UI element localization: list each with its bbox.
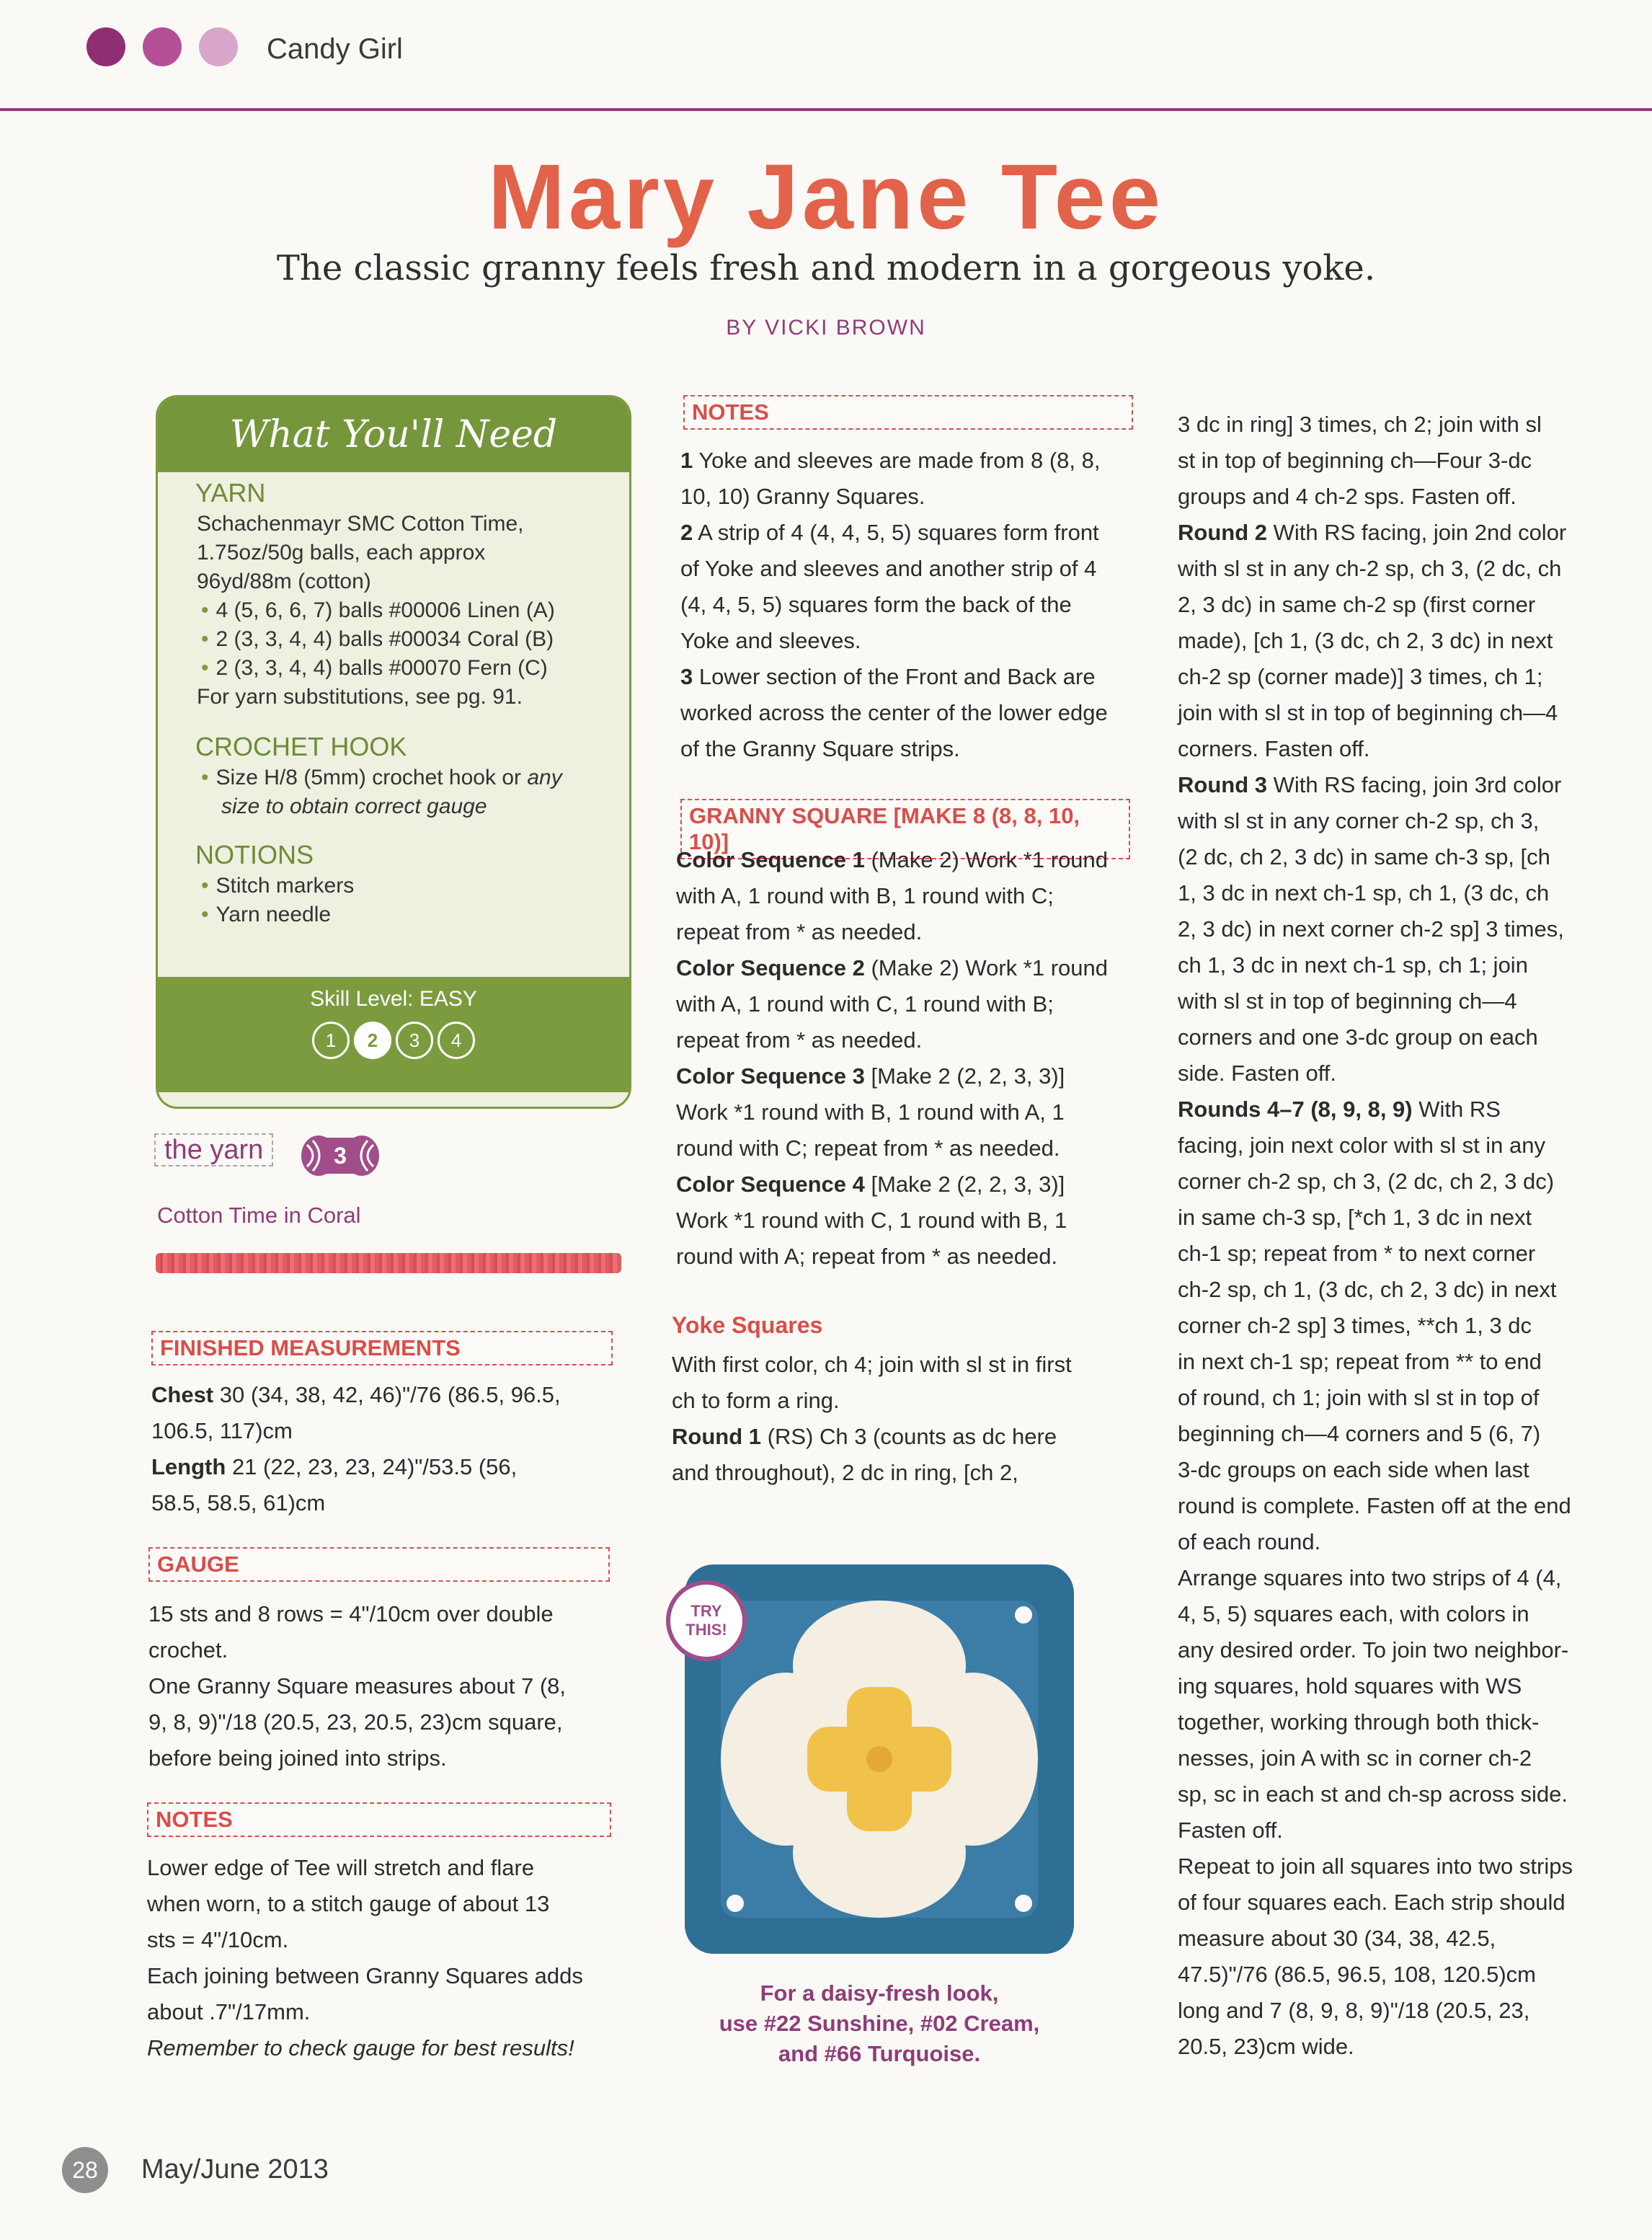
yarn-desc-1: Schachenmayr SMC Cotton Time, <box>197 512 524 536</box>
granny-square-text: Color Sequence 1 (Make 2) Work *1 round with A, 1 round with B, 1 round with C; repeat from * as needed. Color Sequence 2 (Make 2) Work *1 round with A, 1 round with C, 1 round with B; repeat from * as needed. Color Sequence 3 [Make 2 (2, 2, 3, 3)] Work *1 round with B, 1 round with A, 1 round with C; repeat from * as needed. Color Sequence 4 [Make 2 (2, 2, 3, 3)] Work *1 round with C, 1 round with B, 1 round with A; repeat from * as needed. <box>676 847 1108 1269</box>
photo-caption: For a daisy-fresh look, use #22 Sunshine, #02 Cream, and #66 Turquoise. <box>719 1980 1040 2066</box>
yarn-weight-icon <box>297 1132 383 1179</box>
notions-heading: NOTIONS <box>195 840 314 869</box>
yarn-swatch <box>156 1253 621 1273</box>
yarn-weight-number: 3 <box>334 1143 347 1169</box>
header-dot-3 <box>199 27 238 66</box>
skill-level-bar <box>158 977 629 1092</box>
gauge-heading: GAUGE <box>148 1547 610 1582</box>
skill-level-1: 1 <box>312 1022 350 1059</box>
hook-heading: CROCHET HOOK <box>195 732 407 761</box>
finished-measurements-heading: FINISHED MEASUREMENTS <box>151 1331 613 1365</box>
yoke-squares-heading: Yoke Squares <box>672 1312 823 1338</box>
right-column-text: 3 dc in ring] 3 times, ch 2; join with sl st in top of beginning ch—Four 3-dc groups and 4 ch-2 sps. Fasten off. Round 2 With RS facing, join 2nd color with sl st in any ch-2 sp, ch 3, (2 dc, ch 2, 3 dc) in same ch-2 sp (first corner made), [ch 1, (3 dc, ch 2, 3 dc) in next ch-2 sp (corner made)] 3 times, ch 1; join with sl st in top of beginning ch—4 corners. Fasten off. Round 3 With RS facing, join 3rd color with sl st in any corner ch-2 sp, ch 3, (2 dc, ch 2, 3 dc) in same ch-3 sp, [ch 1, 3 dc in next ch-1 sp, ch 1, (3 dc, ch 2, 3 dc) in next corner ch-2 sp] 3 times, ch 1, 3 dc in next ch-1 sp, ch 1; join with sl st in top of beginning ch—4 corners and one 3-dc group on each side. Fasten off. Rounds 4–7 (8, 9, 8, 9) With RS facing, join next color with sl st in any corner ch-2 sp, ch 3, (2 dc, ch 2, 3 dc) in same ch-3 sp, [*ch 1, 3 dc in next ch-1 sp; repeat from * to next corner ch-2 sp, ch 1, (3 dc, ch 2, 3 dc) in next corner ch-2 sp] 3 times, **ch 1, 3 dc in next ch-1 sp; repeat from ** to end of round, ch 1; join with sl st in top of beginning ch—4 corners and 5 (6, 7) 3-dc groups on each side when last round is complete. Fasten off at the end of each round. Arrange squares into two strips of 4 (4, 4, 5, 5) squares each, with colors in any desired order. To join two neighbor- ing squares, hold squares with WS together, working through both thick- nesses, join A with sc in corner ch-2 sp, sc in each st and ch-sp across side. Fasten off. Repeat to join all squares into two strips of four squares each. Each strip should measure about 30 (34, 38, 42.5, 47.5)"/76 (86.5, 96.5, 108, 120.5)cm long and 7 (8, 9, 8, 9)"/18 (20.5, 23, 20.5, 23)cm wide. <box>1178 412 1573 2059</box>
yarn-item-fern: 2 (3, 3, 4, 4) balls #00070 Fern (C) <box>216 656 548 680</box>
yoke-squares-text: With first color, ch 4; join with sl st in first ch to form a ring. Round 1 (RS) Ch 3 (counts as dc here and throughout), 2 dc in ring, [ch 2, <box>672 1352 1072 1485</box>
gauge-text: 15 sts and 8 rows = 4"/10cm over double crochet. One Granny Square measures about 7 (8, 9, 8, 9)"/18 (20.5, 23, 20.5, 23)cm square, before being joined into strips. <box>148 1601 566 1771</box>
skill-label: Skill Level: EASY <box>310 987 477 1011</box>
header-dot-1 <box>86 27 125 66</box>
yarn-desc-3: 96yd/88m (cotton) <box>197 570 371 593</box>
yarn-item-coral: 2 (3, 3, 4, 4) balls #00034 Coral (B) <box>216 627 554 651</box>
skill-level-4: 4 <box>438 1022 475 1059</box>
granny-square-heading: GRANNY SQUARE [MAKE 8 (8, 8, 10, 10)] <box>680 799 1130 859</box>
notion-yarn-needle: Yarn needle <box>216 903 332 926</box>
top-rule <box>0 108 1652 111</box>
hook-line-1: Size H/8 (5mm) crochet hook or <box>216 766 521 789</box>
notes-left-text: Lower edge of Tee will stretch and flare when worn, to a stitch gauge of about 13 sts = 4"/10cm. Each joining between Granny Squares adds about .7"/17mm. Remember to check gauge for best results! <box>147 1855 583 2060</box>
skill-level-3: 3 <box>396 1022 433 1059</box>
yarn-substitutions: For yarn substitutions, see pg. 91. <box>197 685 523 709</box>
the-yarn-label: the yarn <box>154 1135 273 1166</box>
skill-levels <box>158 1022 629 1059</box>
finished-measurements: Chest 30 (34, 38, 42, 46)"/76 (86.5, 96.5, 106.5, 117)cm Length 21 (22, 23, 23, 24)"/53.5 (56, 58.5, 58.5, 61)cm <box>151 1382 561 1515</box>
page-number: 28 <box>62 2147 108 2193</box>
hook-line-2: size to obtain correct gauge <box>221 794 487 818</box>
skill-level-2: 2 <box>354 1022 391 1059</box>
subtitle: The classic granny feels fresh and modern in a gorgeous yoke. <box>276 248 1376 288</box>
section-label: Candy Girl <box>267 33 403 65</box>
header-dot-2 <box>143 27 182 66</box>
what-youll-need-box: What You'll Need YARN Schachenmayr SMC Cotton Time, 1.75oz/50g balls, each approx 96yd/88m (cotton) • 4 (5, 6, 6, 7) balls #00006 Linen (A) • 2 (3, 3, 4, 4) balls #00034 Coral (B) • 2 (3, 3, 4, 4) balls #00070 Fern (C) For yarn substitutions, see pg. 91. CROCHET HOOK • Size H/8 (5mm) crochet hook or any size to obtain correct gauge NOTIONS • Stitch markers • Yarn needle Skill Level: EASY 1 2 3 4 <box>156 395 631 1109</box>
byline: BY VICKI BROWN <box>726 316 926 340</box>
notes-left-heading: NOTES <box>147 1802 611 1837</box>
yarn-name: Cotton Time in Coral <box>157 1203 361 1228</box>
notion-stitch-markers: Stitch markers <box>216 874 355 898</box>
need-heading: What You'll Need <box>158 397 629 472</box>
hook-line-1-italic: any <box>527 766 562 789</box>
page-title: Mary Jane Tee <box>488 146 1164 249</box>
notes-mid-heading: NOTES <box>683 395 1133 430</box>
yarn-item-linen: 4 (5, 6, 6, 7) balls #00006 Linen (A) <box>216 598 555 622</box>
try-this-badge: TRY THIS! <box>666 1580 747 1661</box>
notes-mid-text: 1 Yoke and sleeves are made from 8 (8, 8, 10, 10) Granny Squares. 2 A strip of 4 (4, 4, 5, 5) squares form front of Yoke and sleeves and another strip of 4 (4, 4, 5, 5) squares form the back of the Yoke and sleeves. 3 Lower section of the Front and Back are worked across the center of the lower edge of the Granny Square strips. <box>680 448 1108 761</box>
issue-date: May/June 2013 <box>141 2154 329 2184</box>
yarn-desc-2: 1.75oz/50g balls, each approx <box>197 541 486 565</box>
yarn-heading: YARN <box>195 478 266 508</box>
